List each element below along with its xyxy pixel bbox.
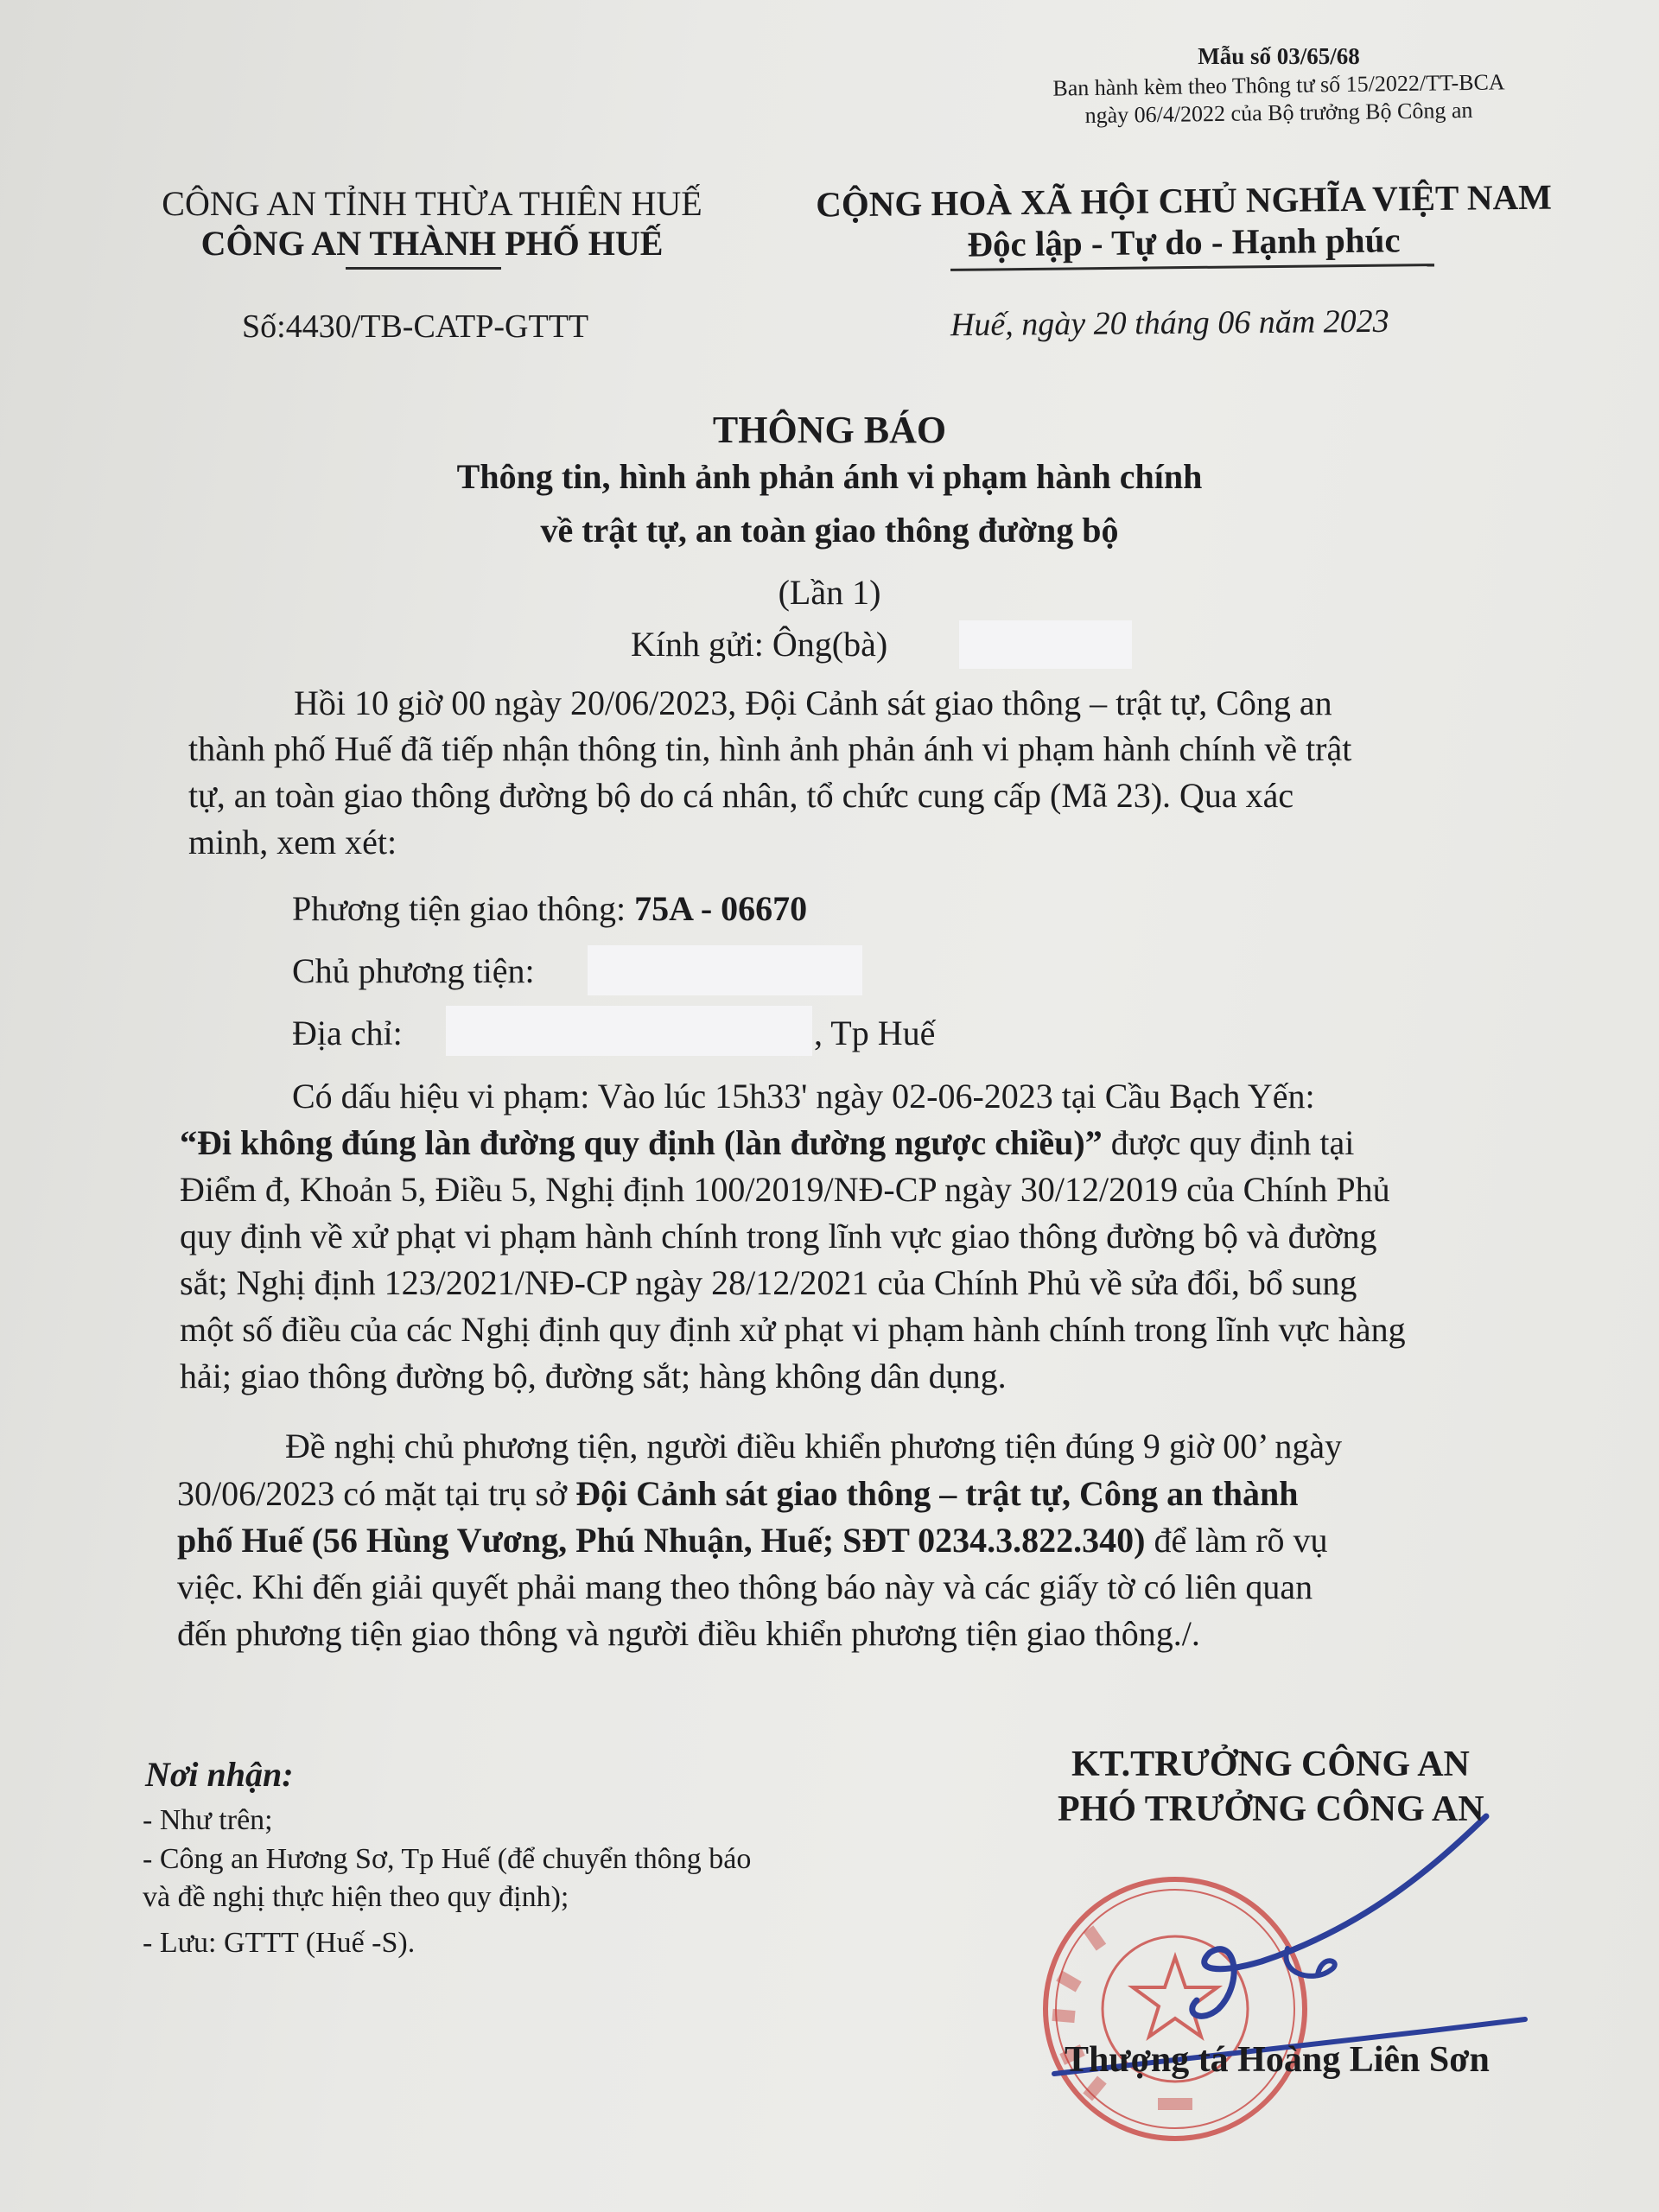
- violation-line-rest: được quy định tại: [1102, 1123, 1355, 1162]
- request-line: [177, 1520, 1328, 1560]
- request-address: phố Huế (56 Hùng Vương, Phú Nhuận, Huế; SĐT 0234.3.822.340): [177, 1521, 1146, 1560]
- signature-title: KT.TRƯỞNG CÔNG AN: [1071, 1745, 1470, 1784]
- violation-line: một số điều của các Nghị định quy định xử phạt vi phạm hành chính trong lĩnh vực hàng: [180, 1310, 1406, 1349]
- motto-underline: [950, 264, 1434, 271]
- recipients-item: - Như trên;: [143, 1804, 273, 1836]
- form-issued-line: Ban hành kèm theo Thông tư số 15/2022/TT-BCA: [1052, 69, 1505, 101]
- notice-subtitle: Thông tin, hình ảnh phản ánh vi phạm hành chính: [456, 457, 1203, 496]
- nation-motto: Độc lập - Tự do - Hạnh phúc: [967, 219, 1401, 264]
- vehicle-plate-value: 75A - 06670: [634, 889, 808, 928]
- recipients-item: và đề nghị thực hiện theo quy định);: [143, 1881, 569, 1913]
- agency-underline: [346, 267, 501, 270]
- recipients-item: - Lưu: GTTT (Huế -S).: [143, 1927, 416, 1959]
- nation-name: CỘNG HOÀ XÃ HỘI CHỦ NGHĨA VIỆT NAM: [815, 176, 1553, 225]
- notice-round: (Lần 1): [778, 573, 881, 612]
- recipients-heading: Nơi nhận:: [145, 1755, 294, 1794]
- form-number: Mẫu số 03/65/68: [1198, 43, 1360, 69]
- signer-name: Thượng tá Hoàng Liên Sơn: [1065, 2040, 1490, 2080]
- request-line: [177, 1473, 1298, 1514]
- redacted-recipient-name: [959, 620, 1132, 669]
- violation-line: Có dấu hiệu vi phạm: Vào lúc 15h33' ngày 02-06-2023 tại Cầu Bạch Yến:: [292, 1077, 1315, 1116]
- document-number: Số:4430/TB-CATP-GTTT: [242, 308, 589, 345]
- violation-line: quy định về xử phạt vi phạm hành chính trong lĩnh vực giao thông đường bộ và đường: [180, 1217, 1377, 1255]
- violation-line: [180, 1122, 1354, 1163]
- request-line-rest: để làm rõ vụ: [1145, 1521, 1328, 1560]
- vehicle-address-label: Địa chỉ:: [292, 1014, 403, 1052]
- redacted-address: [446, 1006, 812, 1056]
- intro-line: Hồi 10 giờ 00 ngày 20/06/2023, Đội Cảnh sát giao thông – trật tự, Công an: [294, 683, 1332, 722]
- form-issued-line: ngày 06/4/2022 của Bộ trưởng Bộ Công an: [1084, 97, 1473, 129]
- request-line-text: 30/06/2023 có mặt tại trụ sở: [177, 1474, 576, 1513]
- place-date: Huế, ngày 20 tháng 06 năm 2023: [950, 302, 1389, 344]
- vehicle-plate-label: Phương tiện giao thông:: [292, 889, 635, 928]
- violation-line: sắt; Nghị định 123/2021/NĐ-CP ngày 28/12/2021 của Chính Phủ về sửa đổi, bổ sung: [180, 1263, 1357, 1302]
- violation-line: hải; giao thông đường bộ, đường sắt; hàng không dân dụng.: [180, 1357, 1007, 1395]
- request-location: Đội Cảnh sát giao thông – trật tự, Công an thành: [575, 1474, 1299, 1513]
- notice-subtitle: về trật tự, an toàn giao thông đường bộ: [540, 511, 1119, 550]
- violation-line: Điểm đ, Khoản 5, Điều 5, Nghị định 100/2019/NĐ-CP ngày 30/12/2019 của Chính Phủ: [180, 1170, 1390, 1209]
- signature-title: PHÓ TRƯỞNG CÔNG AN: [1058, 1789, 1484, 1829]
- recipients-item: - Công an Hương Sơ, Tp Huế (để chuyển thông báo: [143, 1843, 752, 1875]
- agency-name: CÔNG AN THÀNH PHỐ HUẾ: [200, 224, 664, 263]
- intro-line: minh, xem xét:: [188, 823, 397, 861]
- violation-description: “Đi không đúng làn đường quy định (làn đường ngược chiều)”: [180, 1123, 1103, 1162]
- recipient-line: Kính gửi: Ông(bà): [631, 625, 888, 664]
- notice-title: THÔNG BÁO: [712, 409, 947, 451]
- request-line: Đề nghị chủ phương tiện, người điều khiển phương tiện đúng 9 giờ 00’ ngày: [285, 1427, 1343, 1465]
- redacted-owner-name: [588, 945, 862, 995]
- vehicle-owner-label: Chủ phương tiện:: [292, 951, 535, 990]
- intro-line: tự, an toàn giao thông đường bộ do cá nhân, tổ chức cung cấp (Mã 23). Qua xác: [188, 776, 1294, 815]
- intro-line: thành phố Huế đã tiếp nhận thông tin, hình ảnh phản ánh vi phạm hành chính về trật: [188, 729, 1352, 768]
- request-line: việc. Khi đến giải quyết phải mang theo thông báo này và các giấy tờ có liên quan: [177, 1567, 1313, 1606]
- agency-parent: CÔNG AN TỈNH THỪA THIÊN HUẾ: [162, 184, 702, 223]
- vehicle-plate: [292, 888, 807, 929]
- vehicle-address-suffix: , Tp Huế: [814, 1014, 936, 1052]
- request-line: đến phương tiện giao thông và người điều khiển phương tiện giao thông./.: [177, 1614, 1200, 1653]
